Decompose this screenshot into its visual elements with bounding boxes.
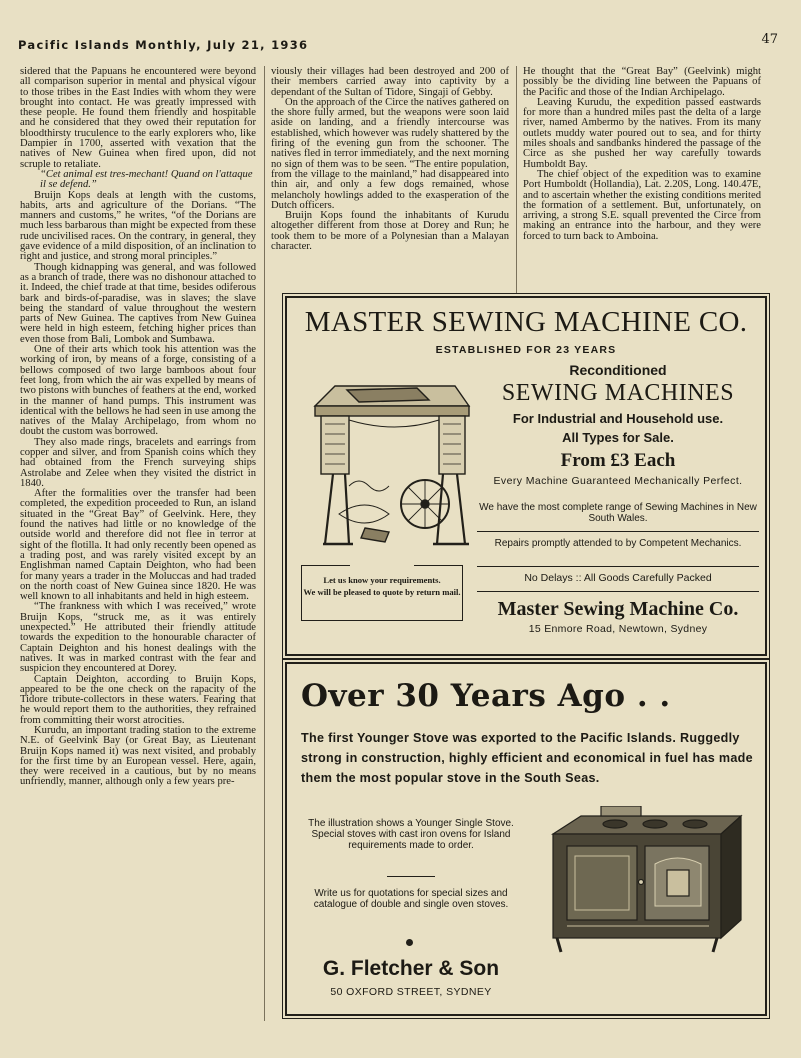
ad-for-use: For Industrial and Household use.	[512, 411, 724, 426]
page-number: 47	[761, 32, 778, 47]
ad-brand: G. Fletcher & Son	[322, 957, 500, 980]
article-column-1	[20, 67, 256, 1017]
ad-guarantee: Every Machine Guaranteed Mechanically Perfect.	[493, 475, 743, 487]
paragraph: sidered that the Papuans he encountered were beyond all comparison superior in mental and physical vigour to those tribes in the East Indies with whom they were brought into contact. He was greatly impressed with these people. He found them friendly and hospitable and he considered that they owed their reputation for bloodthirsty truculence to the early explorers who, like Dampier in 1700, asserted with vexation that the natives of New Guinea when fired upon, did not scruple to retaliate.	[20, 66, 256, 170]
paragraph: After the formalities over the transfer had been completed, the expedition proceeded to Run, an island situated in the “Great Bay” of Geelvink. Here, they found the natives had little or no knowledge of the outside world and therefore did not flee in terror at sight of the flotilla. It had only recently been opened as a trading post, and was rarely visited except by an Englishman named Captain Deighton, who had been for many years a trader in the Moluccas and had traded on the north coast of New Guinea since 1820. He was well known to all inhabitants and held in high esteem.	[20, 488, 256, 603]
quote-box-line-1: Let us know your requirements.	[323, 575, 441, 585]
page-header	[18, 32, 778, 56]
paragraph: One of their arts which took his attention was the working of iron, by means of a forge, consisting of a bellows composed of two large bamboos about four feet long, from which the air was expelled by means of two pistons with bunches of feathers at the end, worked in the manner of hand pumps. This instrument was identical with the bellows he had seen in use among the natives of the Malay Archipelago, from whom no doubt the custom was borrowed.	[20, 344, 256, 438]
paragraph: Bruijn Kops found the inhabitants of Kurudu altogether different from those at Dorey and Run; he took them to be more of a Polynesian than a Malayan character.	[271, 210, 509, 253]
ad-title: Over 30 Years Ago . .	[301, 678, 671, 714]
column-rule	[264, 66, 265, 1021]
stove-advertisement	[285, 662, 767, 1016]
masthead: Pacific Islands Monthly, July 21, 1936	[18, 38, 309, 52]
ad-address: 15 Enmore Road, Newtown, Sydney	[528, 623, 708, 635]
paragraph: “The frankness with which I was received,” wrote Bruijn Kops, “struck me, as it was entirely unexpected.” He attributed their friendly attitude towards the expedition to the honourable character of Captain Deighton and his honest dealings with the natives. It was in marked contrast with the fear and suspicion they encountered at Dorey.	[20, 601, 256, 675]
ad-body: The first Younger Stove was exported to the Pacific Islands. Ruggedly strong in construction, highly efficient and economical in fuel has made them the most popular stove in the South Seas.	[301, 731, 753, 785]
bullet-dot	[406, 939, 413, 946]
ad-range: We have the most complete range of Sewing Machines in New South Wales.	[479, 502, 757, 524]
paragraph: viously their villages had been destroyed and 200 of their members carried away into captivity by a dependant of the Sultan of Tidore, Singaji of Gebby.	[271, 66, 509, 98]
divider	[477, 566, 759, 567]
paragraph: Captain Deighton, according to Bruijn Kops, appeared to be the one check on the rapacity of the Tidore tribute-collectors in these waters. Fearing that he would report them to the authorities, they refrained from committing their worst atrocities.	[20, 673, 256, 726]
ad-address: 50 OXFORD STREET, SYDNEY	[330, 986, 492, 998]
paragraph: Bruijn Kops deals at length with the customs, habits, arts and agriculture of the Dorians. “The manners and customs,” he writes, “of the Dorians are much less barbarous than might be expected from these rude uncivilised races. On the contrary, in general, they gave evidence of a mild disposition, of an inclination to right and justice, and strong moral principles.”	[20, 189, 256, 263]
sewing-machine-illustration-icon	[305, 364, 475, 554]
ad-all-types: All Types for Sale.	[562, 430, 674, 445]
column-rule	[516, 66, 517, 294]
divider	[387, 876, 435, 877]
ad-reconditioned: Reconditioned	[569, 362, 667, 378]
ad-write-us: Write us for quotations for special sizes and catalogue of double and single oven stoves.	[313, 888, 509, 910]
french-quote: “Cet animal est tres-mechant! Quand on l'attaque il se defend.”	[40, 168, 253, 191]
paragraph: On the approach of the Circe the natives gathered on the shore fully armed, but the weapons were soon laid aside on landing, and a friendly intercourse was established, which however was rudely shattered by the firing of the evening gun from the schooner. The natives fled in terror immediately, and the next morning no sign of them was to be seen. “The entire population, from the village to the mainland,” had disappeared into thin air, and only a few dogs remained, whose melancholy howlings added to the exasperation of the Dutch officers.	[271, 96, 509, 211]
sewing-machine-advertisement	[285, 296, 767, 656]
ad-sewing-machines: SEWING MACHINES	[501, 380, 735, 406]
divider	[477, 531, 759, 532]
article-column-2	[271, 67, 509, 291]
quote-box-line-2: We will be pleased to quote by return mail.	[303, 587, 461, 597]
ad-established: ESTABLISHED FOR 23 YEARS	[435, 344, 617, 356]
paragraph: Kurudu, an important trading station to the extreme N.E. of Geelvink Bay (or Great Bay, as Lieutenant Bruijn Kops named it) was next visited, and probably for the first time by an European vessel. Here, again, they were received in a cautious, but by no means unfriendly, manner, although only a few years pre-	[20, 725, 256, 788]
paragraph: Leaving Kurudu, the expedition passed eastwards for more than a hundred miles past the delta of a large river, named Ambermo by the natives. From its many outlets muddy water poured out to sea, and for thirty miles shoals and sandbanks hindered the passage of the Circe as she pushed her way carefully towards Humboldt Bay.	[523, 96, 761, 170]
divider	[477, 591, 759, 592]
paragraph: He thought that the “Great Bay” (Geelvink) might possibly be the dividing line between the Papuans of the Pacific and those of the Indian Archipelago.	[523, 66, 761, 98]
paragraph: The chief object of the expedition was to examine Port Humboldt (Hollandia), Lat. 2.20S, Long. 140.47E, and to ascertain whether the existing conditions merited the formation of a settlement. But, unfortunately, on arriving, a strong S.E. squall prevented the Circe from making an entrance into the harbour, and they were forced to turn back to Amboina.	[523, 168, 761, 242]
quote-box	[301, 565, 463, 621]
ad-no-delays: No Delays :: All Goods Carefully Packed	[524, 572, 712, 584]
stove-illustration-icon	[545, 806, 753, 956]
ad-price: From £3 Each	[560, 450, 676, 471]
ad-title: MASTER SEWING MACHINE CO.	[304, 306, 748, 338]
paragraph: They also made rings, bracelets and earrings from copper and silver, and from Spanish coins which they had obtained from the French surveying ships Astrolabe and Zelee when they visited the district in 1840.	[20, 436, 256, 489]
ad-repairs: Repairs promptly attended to by Competent Mechanics.	[494, 538, 742, 549]
article-column-3	[523, 67, 761, 291]
ad-illustration-note: The illustration shows a Younger Single Stove. Special stoves with cast iron ovens for Island requirements made to order.	[308, 818, 514, 851]
ad-brand: Master Sewing Machine Co.	[497, 598, 739, 620]
paragraph: Though kidnapping was general, and was followed as a branch of trade, there was no dishonour attached to it. Indeed, the chief trade at that time, besides odiferous bark and birds-of-paradise, was in slaves; the slave being the standard of value throughout the western parts of New Guinea. The captives from New Guinea were held in high esteem, fetching higher prices than even those from Bali, Lombok and Sumbawa.	[20, 261, 256, 345]
